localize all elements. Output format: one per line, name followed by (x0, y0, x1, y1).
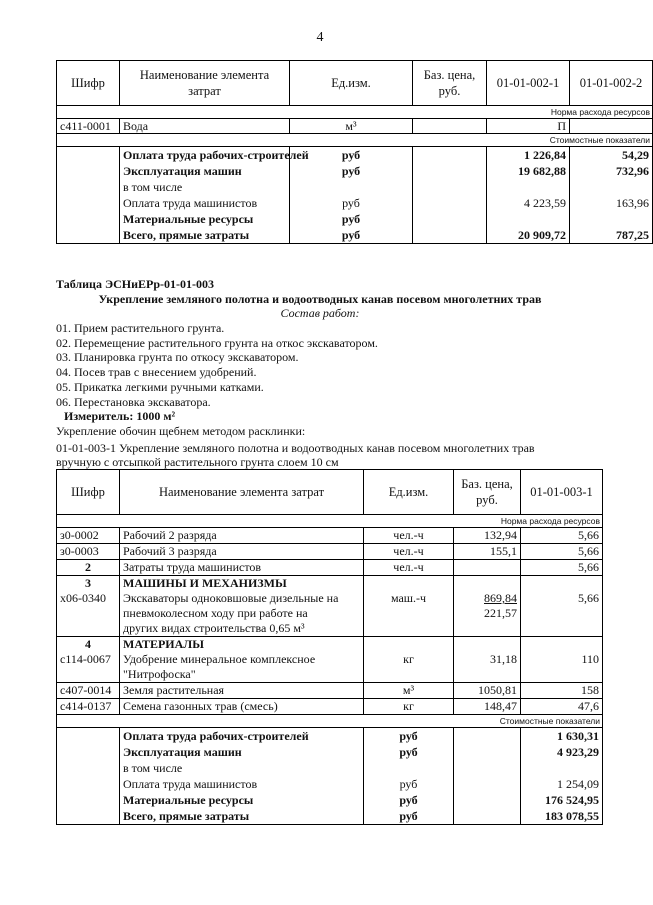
cost-price (413, 179, 487, 195)
cost-price (454, 744, 521, 760)
table-row (57, 576, 603, 592)
group-code: 4 (57, 637, 120, 653)
work-step: 03. Планировка грунта по откосу экскаватором. (56, 350, 299, 365)
cost-price (454, 792, 521, 808)
resource-norm: 158 (521, 683, 603, 699)
cost-unit: руб (364, 744, 454, 760)
resource-norm: 5,66 (521, 560, 603, 576)
header-unit: Ед.изм. (364, 470, 454, 515)
resource-unit: чел.-ч (364, 560, 454, 576)
cost-value-a: 20 909,72 (487, 227, 570, 244)
cost-price (454, 776, 521, 792)
cost-price (454, 728, 521, 745)
resource-name: Семена газонных трав (смесь) (120, 699, 364, 715)
cost-name: Всего, прямые затраты (120, 808, 364, 825)
cost-name: Всего, прямые затраты (120, 227, 290, 244)
table-row (57, 808, 603, 825)
composition-title: Состав работ: (280, 306, 360, 320)
table-row (57, 211, 653, 227)
cost-code (57, 179, 120, 195)
cost-value-a: 1 630,31 (521, 728, 603, 745)
resource-price-2: 221,57 (454, 606, 521, 621)
page-number: 4 (316, 30, 324, 45)
cost-code (57, 776, 120, 792)
header-base-price: Баз. цена, руб. (413, 61, 487, 106)
table-row (57, 667, 603, 683)
resource-unit: маш.-ч (364, 591, 454, 606)
resource-name: Земля растительная (120, 683, 364, 699)
cost-unit: руб (364, 808, 454, 825)
table-row (57, 591, 603, 606)
table-row (57, 621, 603, 637)
cost-price (413, 227, 487, 244)
cost-code (57, 163, 120, 179)
cost-code (57, 792, 120, 808)
cost-price (413, 211, 487, 227)
resource-unit: чел.-ч (364, 528, 454, 544)
cost-value-a (487, 179, 570, 195)
resource-price: 1050,81 (454, 683, 521, 699)
table-row (57, 528, 603, 544)
resource-price: 31,18 (454, 652, 521, 667)
table-header (57, 61, 653, 106)
table-row (57, 776, 603, 792)
cost-name: Материальные ресурсы (120, 792, 364, 808)
resource-code: с414-0137 (57, 699, 120, 715)
resource-name: Рабочий 2 разряда (120, 528, 364, 544)
cost-price (413, 147, 487, 164)
cost-code (57, 760, 120, 776)
cost-name: Эксплуатация машин (120, 163, 290, 179)
table-row (57, 683, 603, 699)
work-step: 06. Перестановка экскаватора. (56, 394, 211, 409)
cost-value-b: 787,25 (570, 227, 653, 244)
work-step: 04. Посев трав с внесением удобрений. (56, 365, 257, 380)
resource-name-cont: других видах строительства 0,65 м³ (120, 621, 364, 637)
section-title: Укрепление земляного полотна и водоотводных канав посевом многолетних трав (98, 292, 542, 306)
header-base-price: Баз. цена, руб. (454, 470, 521, 515)
table-row (57, 744, 603, 760)
resource-code: с407-0014 (57, 683, 120, 699)
resource-code: х06-0340 (57, 591, 120, 606)
cost-value-a (521, 760, 603, 776)
cost-unit: руб (364, 728, 454, 745)
cost-value-a: 183 078,55 (521, 808, 603, 825)
resource-norm: 5,66 (521, 528, 603, 544)
work-step: 01. Прием растительного грунта. (56, 321, 225, 335)
cost-code (57, 211, 120, 227)
cost-name: Эксплуатация машин (120, 744, 364, 760)
cost-value-a: 1 254,09 (521, 776, 603, 792)
resource-norm: 110 (521, 652, 603, 667)
table-row (57, 195, 653, 211)
work-step: 05. Прикатка легкими ручными катками. (56, 379, 264, 394)
resource-price (454, 560, 521, 576)
table-row (57, 179, 653, 195)
resource-table-2 (56, 469, 603, 825)
norm-rate-label: Норма расхода ресурсов (57, 106, 653, 119)
resource-code: 2 (57, 560, 120, 576)
table-row (57, 652, 603, 667)
cost-unit (290, 179, 413, 195)
resource-name: Рабочий 3 разряда (120, 544, 364, 560)
table-row (57, 606, 603, 621)
cost-value-b: 163,96 (570, 195, 653, 211)
cost-name: Материальные ресурсы (120, 211, 290, 227)
cost-name: в том числе (120, 760, 364, 776)
item-line-1: 01-01-003-1 Укрепление земляного полотна и водоотводных канав посевом многолетних трав (56, 441, 535, 455)
table-row (57, 760, 603, 776)
cost-name: Оплата труда машинистов (120, 776, 364, 792)
resource-norm: 47,6 (521, 699, 603, 715)
resource-unit: кг (364, 652, 454, 667)
resource-unit: кг (364, 699, 454, 715)
group-title: МАШИНЫ И МЕХАНИЗМЫ (120, 576, 364, 592)
cost-value-b (570, 179, 653, 195)
cost-value-b: 732,96 (570, 163, 653, 179)
cost-value-b: 54,29 (570, 147, 653, 164)
table-row (57, 637, 603, 653)
cost-code (57, 728, 120, 745)
table-header (57, 470, 603, 515)
resource-code: з0-0003 (57, 544, 120, 560)
cost-unit: руб (290, 227, 413, 244)
cost-price (413, 163, 487, 179)
resource-name: Удобрение минеральное комплексное (120, 652, 364, 667)
item-line-2: вручную с отсыпкой растительного грунта слоем 10 см (56, 455, 339, 469)
cost-value-a: 4 223,59 (487, 195, 570, 211)
resource-table-1 (56, 60, 653, 244)
table-row (57, 792, 603, 808)
cost-indicators-label: Стоимостные показатели (57, 134, 653, 147)
resource-name-cont: "Нитрофоска" (120, 667, 364, 683)
cost-code (57, 147, 120, 164)
resource-norm: 5,66 (521, 544, 603, 560)
cost-value-a (487, 211, 570, 227)
cost-unit: руб (290, 211, 413, 227)
table-row (57, 560, 603, 576)
table-row (57, 147, 653, 164)
resource-price: 132,94 (454, 528, 521, 544)
resource-price: 155,1 (454, 544, 521, 560)
resource-price: 869,84 (454, 591, 521, 606)
cost-value-b (570, 211, 653, 227)
resource-norm: 5,66 (521, 591, 603, 606)
resource-code: з0-0002 (57, 528, 120, 544)
table-row (57, 163, 653, 179)
header-col-b: 01-01-002-2 (570, 61, 653, 106)
header-name: Наименование элемента затрат (120, 470, 364, 515)
header-cipher: Шифр (57, 61, 120, 106)
header-unit: Ед.изм. (290, 61, 413, 106)
table-row: с411-0001 Вода м³ П (57, 119, 653, 134)
section-description: Укрепление обочин щебнем методом расклинки: (56, 424, 306, 438)
cost-value-a: 19 682,88 (487, 163, 570, 179)
resource-name-cont: пневмоколесном ходу при работе на (120, 606, 364, 621)
resource-unit: чел.-ч (364, 544, 454, 560)
cost-code (57, 227, 120, 244)
resource-price: 148,47 (454, 699, 521, 715)
cost-unit: руб (364, 776, 454, 792)
cost-price (454, 808, 521, 825)
cost-code (57, 744, 120, 760)
cost-price (413, 195, 487, 211)
cost-code (57, 808, 120, 825)
measure-unit: Измеритель: 1000 м² (64, 409, 176, 423)
cost-indicators-label: Стоимостные показатели (57, 715, 603, 728)
resource-unit: м³ (364, 683, 454, 699)
group-title: МАТЕРИАЛЫ (120, 637, 364, 653)
cost-unit: руб (290, 163, 413, 179)
cost-name: Оплата труда рабочих-строителей (120, 147, 290, 164)
header-cipher: Шифр (57, 470, 120, 515)
cost-value-a: 1 226,84 (487, 147, 570, 164)
table-row (57, 227, 653, 244)
cost-name: Оплата труда машинистов (120, 195, 290, 211)
norm-rate-label: Норма расхода ресурсов (57, 515, 603, 528)
header-name: Наименование элемента затрат (120, 61, 290, 106)
table-row (57, 699, 603, 715)
header-col-a: 01-01-003-1 (521, 470, 603, 515)
cost-unit: руб (290, 147, 413, 164)
resource-code: с114-0067 (57, 652, 120, 667)
resource-name: Затраты труда машинистов (120, 560, 364, 576)
cost-code (57, 195, 120, 211)
cost-name: в том числе (120, 179, 290, 195)
table-title: Таблица ЭСНиЕРр-01-01-003 (56, 277, 215, 291)
cost-unit: руб (364, 792, 454, 808)
table-row (57, 728, 603, 745)
table-row (57, 544, 603, 560)
cost-name: Оплата труда рабочих-строителей (120, 728, 364, 745)
cost-unit: руб (290, 195, 413, 211)
cost-value-a: 176 524,95 (521, 792, 603, 808)
cost-value-a: 4 923,29 (521, 744, 603, 760)
resource-name: Экскаваторы одноковшовые дизельные на (120, 591, 364, 606)
cost-unit (364, 760, 454, 776)
cost-price (454, 760, 521, 776)
work-step: 02. Перемещение растительного грунта на откос экскаватором. (56, 335, 378, 350)
header-col-a: 01-01-002-1 (487, 61, 570, 106)
group-code: 3 (57, 576, 120, 592)
